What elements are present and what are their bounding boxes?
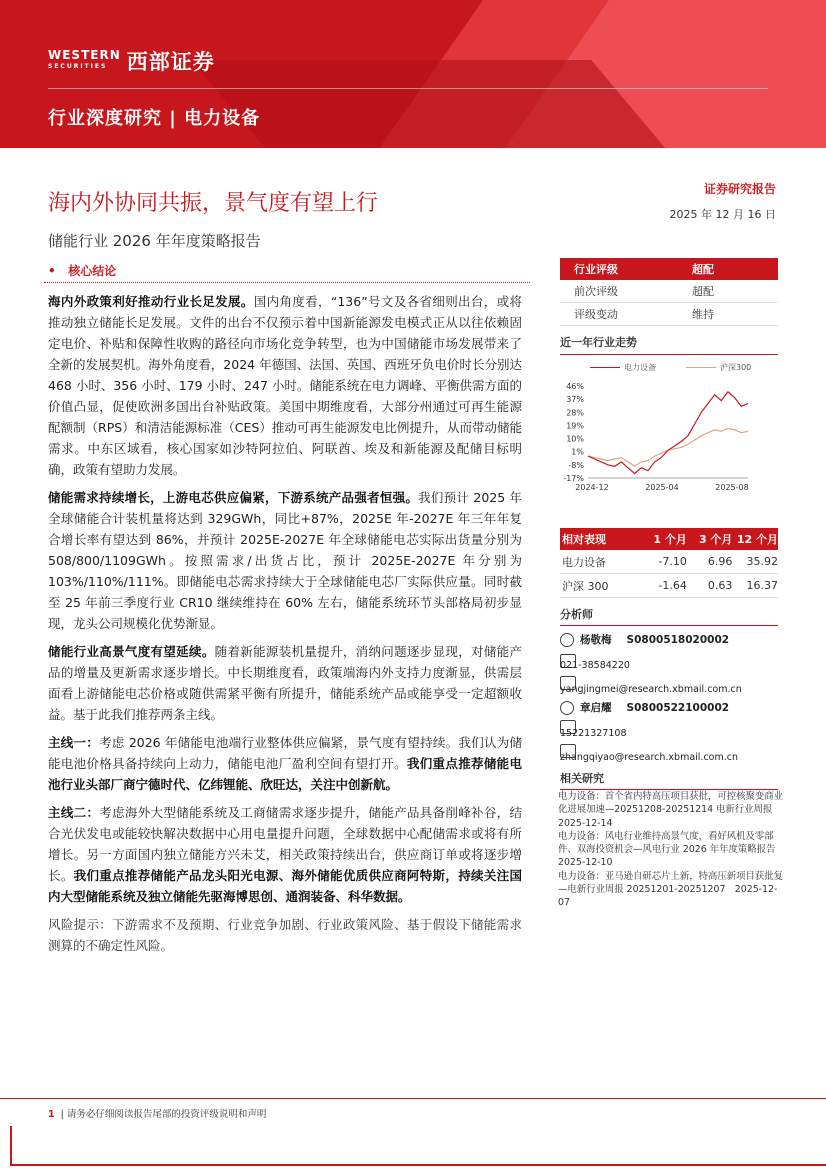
report-type: 证券研究报告 bbox=[703, 182, 776, 196]
perf-row: 沪深 300 -1.64 0.63 16.37 bbox=[560, 574, 778, 598]
company-logo bbox=[48, 46, 215, 76]
risk-warning: 风险提示：下游需求不及预期、行业竞争加剧、行业政策风险、基于假设下储能需求测算的不确定性风险。 bbox=[48, 917, 522, 953]
y-tick-label: 10% bbox=[566, 434, 584, 444]
perf-header: 相对表现 1 个月 3 个月 12 个月 bbox=[560, 528, 778, 550]
legend-item: 沪深300 bbox=[686, 362, 751, 373]
page-corner-mark bbox=[10, 1126, 12, 1166]
report-title: 海内外协同共振，景气度有望上行 bbox=[48, 191, 379, 216]
y-tick-label: 19% bbox=[566, 421, 584, 431]
analyst-1-name: 杨敬梅 S0800518020002 bbox=[560, 632, 729, 647]
rating-row: 前次评级 超配 bbox=[560, 280, 778, 303]
x-tick-label: 2025-04 bbox=[645, 483, 679, 492]
related-item[interactable]: 电力设备：首个省内特高压项目获批，可控核聚变商业化进展加速—20251208-20251214 电新行业周报 2025-12-14 bbox=[558, 791, 784, 829]
report-body bbox=[48, 291, 522, 963]
y-tick-label: 1% bbox=[571, 447, 584, 457]
y-tick-label: 37% bbox=[566, 395, 584, 405]
y-tick-label: -17% bbox=[563, 474, 584, 483]
related-research-heading: 相关研究 bbox=[560, 770, 778, 790]
x-tick-label: 2025-08 bbox=[715, 483, 749, 492]
analyst-2-phone-text: 15221327108 bbox=[560, 728, 627, 739]
analyst-1-phone-text: 021-38584220 bbox=[560, 660, 630, 671]
footer: 1 | 请务必仔细阅读报告尾部的投资评级说明和声明 bbox=[48, 1109, 267, 1120]
y-tick-label: -8% bbox=[568, 460, 584, 470]
section-divider bbox=[44, 282, 530, 283]
person-icon bbox=[560, 633, 574, 647]
report-subtitle: 储能行业 2026 年年度策略报告 bbox=[48, 232, 261, 250]
paragraph: 储能需求持续增长，上游电芯供应偏紧，下游系统产品强者恒强。我们预计 2025 年全球储能合计装机量将达到 329GWh，同比+87%，2025E 年-2027E 年三年年复合增长率有望达到 86%，并预计 2025E-2027E 年全球储能电芯实际出货量分别为 508/800/1109GWh。按照需求/出货占比，预计 2025E-2027E 年分别为 103%/110%/111%。即储能电芯需求持续大于全球储能电芯厂实际供应量。同时截至 25 年前三季度行业 CR10 继续维持在 60% 左右，储能系统环节头部格局初步显现，龙头公司规模化优势渐显。 bbox=[48, 490, 522, 631]
chart-legend bbox=[590, 362, 751, 373]
series-line bbox=[588, 392, 748, 474]
perf-row: 电力设备 -7.10 6.96 35.92 bbox=[560, 550, 778, 574]
x-tick-label: 2024-12 bbox=[575, 483, 609, 492]
logo-cn: 西部证券 bbox=[126, 50, 215, 74]
paragraph: 海内外政策利好推动行业长足发展。国内角度看，“136”号文及各省细则出台，或将推动独立储能长足发展。文件的出台不仅预示着中国新能源发电模式正从以往依赖固定电价、补贴和保障性收购的路径向市场化竞争转型，也为中国储能市场发展带来了全新的发展契机。海外角度看，2024 年德国、法国、英国、西班牙负电价时长分别达 468 小时、356 小时、179 小时、247 小时。储能系统在电力调峰、平衡供需方面的价值凸显，促使欧洲多国出台补贴政策。美国中期维度看，大部分州通过可再生能源配额制（RPS）和清洁能源标准（CES）推动可再生能源发电比例提升，从而带动储能需求。中东区域看，核心国家如沙特阿拉伯、阿联酋、埃及和新能源及配储目标明确，政策有望助力发展。 bbox=[48, 294, 522, 477]
chart-heading: 近一年行业走势 bbox=[560, 334, 778, 355]
related-research-list bbox=[558, 790, 784, 910]
core-conclusion-heading: • 核心结论 bbox=[48, 264, 117, 278]
report-date: 2025 年 12 月 16 日 bbox=[669, 208, 776, 221]
performance-table bbox=[560, 528, 778, 598]
analyst-heading: 分析师 bbox=[560, 606, 778, 626]
y-tick-label: 46% bbox=[566, 382, 584, 391]
series-line bbox=[588, 428, 748, 466]
rating-header: 行业评级 超配 bbox=[560, 258, 778, 280]
person-icon bbox=[560, 701, 574, 715]
paragraph: 主线一：考虑 2026 年储能电池端行业整体供应偏紧，景气度有望持续。我们认为储能电池价格具备持续向上动力，储能电池厂盈利空间有望打开。我们重点推荐储能电池行业头部厂商宁德时代、亿纬锂能、欣旺达，关注中创新航。 bbox=[48, 735, 522, 792]
footer-divider bbox=[0, 1098, 826, 1099]
industry-trend-chart bbox=[558, 378, 778, 500]
analyst-2-email[interactable]: zhangqiyao@research.xbmail.com.cn bbox=[560, 752, 739, 763]
analyst-2-name: 章启耀 S0800522100002 bbox=[560, 700, 729, 715]
logo-en: WESTERN SECURITIES bbox=[48, 48, 121, 70]
paragraph: 主线二：考虑海外大型储能系统及工商储需求逐步提升，储能产品具备削峰补谷，结合光伏发电或能较快解决数据中心用电量提升问题，全球数据中心配储需求或将有所增长。另一方面国内独立储能方兴未艾，相关政策持续出台，供应商订单或将逐步增长。我们重点推荐储能产品龙头阳光电源、海外储能优质供应商阿特斯，持续关注国内大型储能系统及独立储能先驱海博思创、通润装备、科华数据。 bbox=[48, 805, 522, 904]
rating-row: 评级变动 维持 bbox=[560, 303, 778, 326]
header-banner bbox=[0, 0, 826, 148]
related-item[interactable]: 电力设备：风电行业维持高景气度，看好风机及零部件、双海投资机会—风电行业 2026 年年度策略报告 2025-12-10 bbox=[558, 830, 785, 869]
related-item[interactable]: 电力设备：亚马逊自研芯片上新，特高压新项目获批复—电新行业周报 20251201-20251207 2025-12-07 bbox=[558, 870, 784, 909]
y-tick-label: 28% bbox=[566, 408, 584, 418]
report-category: 行业深度研究 | 电力设备 bbox=[48, 108, 261, 129]
page-bottom-rule bbox=[10, 1164, 826, 1166]
paragraph: 储能行业高景气度有望延续。随着新能源装机量提升，消纳问题逐步显现，对储能产品的增量及更新需求逐步增长。中长期维度看，政策端海内外支持力度渐显，供需层面看上游储能电芯价格或随供需紧平衡有所提升，储能系统产品或能享受一定超额收益。基于此我们推荐两条主线。 bbox=[48, 644, 522, 722]
rating-table bbox=[560, 258, 778, 326]
banner-divider bbox=[48, 88, 768, 89]
analyst-1-email[interactable]: yangjingmei@research.xbmail.com.cn bbox=[560, 684, 742, 695]
legend-item: 电力设备 bbox=[590, 362, 656, 373]
